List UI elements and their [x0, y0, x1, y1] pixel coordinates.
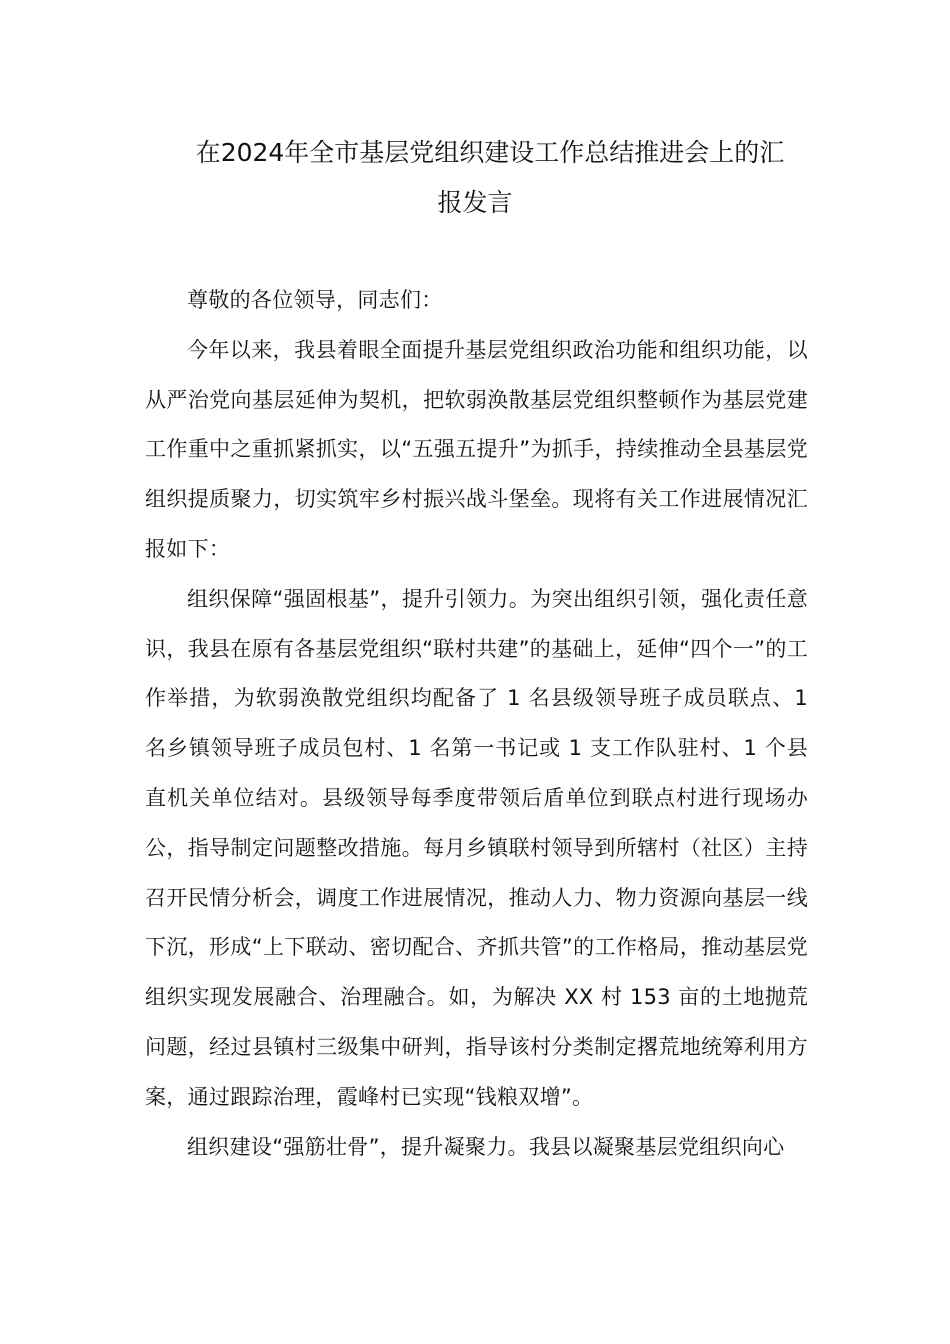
- paragraph-intro: 今年以来，我县着眼全面提升基层党组织政治功能和组织功能，以从严治党向基层延伸为契机，把软弱涣散基层党组织整顿作为基层党建工作重中之重抓紧抓实，以“五强五提升”为抓手，持续推动全县基层党组织提质聚力，切实筑牢乡村振兴战斗堡垒。现将有关工作进展情况汇报如下：: [145, 337, 808, 561]
- paragraph-organization-guarantee: 组织保障“强固根基”，提升引领力。为突出组织引领，强化责任意识，我县在原有各基层党组织“联村共建”的基础上，延伸“四个一”的工作举措，为软弱涣散党组织均配备了 1 名县级领导班子成员联点、1 名乡镇领导班子成员包村、1 名第一书记或 1 支工作队驻村、1 个县直机关单位结对。县级领导每季度带领后盾单位到联点村进行现场办公，指导制定问题整改措施。每月乡镇联村领导到所辖村（社区）主持召开民情分析会，调度工作进展情况，推动人力、物力资源向基层一线下沉，形成“上下联动、密切配合、齐抓共管”的工作格局，推动基层党组织实现发展融合、治理融合。如，为解决 XX 村 153 亩的土地抛荒问题，经过县镇村三级集中研判，指导该村分类制定撂荒地统筹利用方案，通过跟踪治理，霞峰村已实现“钱粮双增”。: [145, 586, 808, 1109]
- title-line-2: 报发言: [437, 188, 513, 217]
- salutation: 尊敬的各位领导，同志们：: [187, 288, 443, 312]
- document-title: [145, 128, 805, 228]
- document-body: [145, 276, 808, 1172]
- title-line-1: 在2024年全市基层党组织建设工作总结推进会上的汇: [195, 138, 785, 167]
- paragraph-organization-building: 组织建设“强筋壮骨”，提升凝聚力。我县以凝聚基层党组织向心: [187, 1134, 785, 1159]
